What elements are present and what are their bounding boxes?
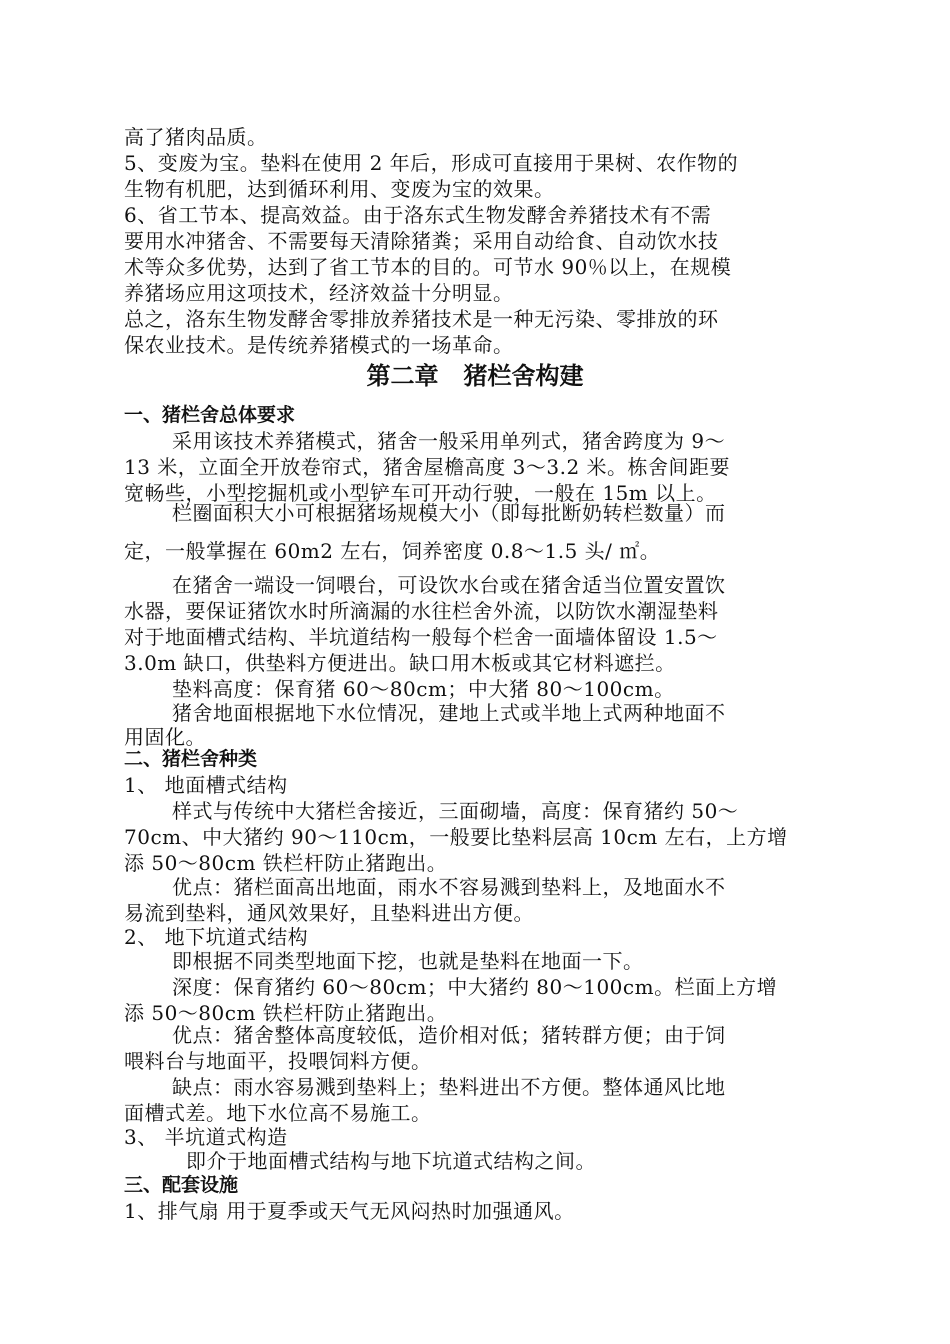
s2-type-1-title: 1、 地面槽式结构 bbox=[124, 773, 288, 797]
s1-paragraph-5-line-1: 猪舍地面根据地下水位情况，建地上式或半地上式两种地面不 bbox=[172, 701, 726, 725]
s2-type-2-paragraph-1: 即根据不同类型地面下挖，也就是垫料在地面一下。 bbox=[172, 949, 644, 973]
intro-line-4: 6、省工节本、提高效益。由于洛东式生物发酵舍养猪技术有不需 bbox=[124, 203, 712, 227]
s1-paragraph-5-line-2: 用固化。 bbox=[124, 725, 206, 749]
s1-paragraph-3-line-3: 对于地面槽式结构、半坑道结构一般每个栏舍一面墙体留设 1.5～ bbox=[124, 625, 718, 649]
chapter-title: 第二章 猪栏舍构建 bbox=[366, 362, 584, 390]
intro-line-8: 总之，洛东生物发酵舍零排放养猪技术是一种无污染、零排放的环 bbox=[124, 307, 719, 331]
s1-paragraph-4: 垫料高度：保育猪 60～80cm；中大猪 80～100cm。 bbox=[172, 677, 675, 701]
s2-type-1-paragraph-2-line-1: 优点：猪栏面高出地面，雨水不容易溅到垫料上，及地面水不 bbox=[172, 875, 726, 899]
s2-type-2-paragraph-4-line-1: 缺点：雨水容易溅到垫料上；垫料进出不方便。整体通风比地 bbox=[172, 1075, 726, 1099]
s1-paragraph-3-line-2: 水器，要保证猪饮水时所滴漏的水往栏舍外流，以防饮水潮湿垫料 bbox=[124, 599, 719, 623]
s1-paragraph-1-line-2: 13 米，立面全开放卷帘式，猪舍屋檐高度 3～3.2 米。栋舍间距要 bbox=[124, 455, 731, 479]
intro-line-2: 5、变废为宝。垫料在使用 2 年后，形成可直接用于果树、农作物的 bbox=[124, 151, 739, 175]
s2-type-2-paragraph-4-line-2: 面槽式差。地下水位高不易施工。 bbox=[124, 1101, 432, 1125]
s2-type-2-paragraph-2-line-1: 深度：保育猪约 60～80cm；中大猪约 80～100cm。栏面上方增 bbox=[172, 975, 778, 999]
s2-type-3-title: 3、 半坑道式构造 bbox=[124, 1125, 288, 1149]
intro-line-7: 养猪场应用这项技术，经济效益十分明显。 bbox=[124, 281, 514, 305]
s2-type-3-paragraph-1: 即介于地面槽式结构与地下坑道式结构之间。 bbox=[186, 1149, 596, 1173]
s3-item-1: 1、排气扇 用于夏季或天气无风闷热时加强通风。 bbox=[124, 1199, 575, 1223]
s1-paragraph-2-line-2: 定，一般掌握在 60m2 左右，饲养密度 0.8～1.5 头/ ㎡。 bbox=[124, 539, 661, 563]
section-2-heading: 二、猪栏舍种类 bbox=[124, 748, 258, 770]
s1-paragraph-3-line-4: 3.0m 缺口，供垫料方便进出。缺口用木板或其它材料遮拦。 bbox=[124, 651, 676, 675]
intro-line-9: 保农业技术。是传统养猪模式的一场革命。 bbox=[124, 333, 514, 357]
s2-type-2-title: 2、 地下坑道式结构 bbox=[124, 925, 309, 949]
intro-line-5: 要用水冲猪舍、不需要每天清除猪粪；采用自动给食、自动饮水技 bbox=[124, 229, 719, 253]
intro-line-3: 生物有机肥，达到循环利用、变废为宝的效果。 bbox=[124, 177, 555, 201]
s2-type-1-paragraph-1-line-3: 添 50～80cm 铁栏杆防止猪跑出。 bbox=[124, 851, 448, 875]
section-1-heading: 一、猪栏舍总体要求 bbox=[124, 404, 296, 426]
s2-type-2-paragraph-3-line-1: 优点：猪舍整体高度较低，造价相对低；猪转群方便；由于饲 bbox=[172, 1023, 726, 1047]
s1-paragraph-1-line-1: 采用该技术养猪模式，猪舍一般采用单列式，猪舍跨度为 9～ bbox=[172, 429, 726, 453]
intro-line-6: 术等众多优势，达到了省工节本的目的。可节水 90％以上，在规模 bbox=[124, 255, 732, 279]
intro-line-1: 高了猪肉品质。 bbox=[124, 125, 268, 149]
s1-paragraph-2-line-1: 栏圈面积大小可根据猪场规模大小（即每批断奶转栏数量）而 bbox=[172, 501, 726, 525]
s1-paragraph-1-line-3: 宽畅些，小型挖掘机或小型铲车可开动行驶，一般在 15m 以上。 bbox=[124, 481, 717, 505]
s2-type-2-paragraph-3-line-2: 喂料台与地面平，投喂饲料方便。 bbox=[124, 1049, 432, 1073]
s2-type-1-paragraph-1-line-2: 70cm、中大猪约 90～110cm，一般要比垫料层高 10cm 左右，上方增 bbox=[124, 825, 788, 849]
s2-type-1-paragraph-2-line-2: 易流到垫料，通风效果好，且垫料进出方便。 bbox=[124, 901, 534, 925]
section-3-heading: 三、配套设施 bbox=[124, 1174, 239, 1196]
s2-type-1-paragraph-1-line-1: 样式与传统中大猪栏舍接近，三面砌墙，高度：保育猪约 50～ bbox=[172, 799, 739, 823]
s1-paragraph-3-line-1: 在猪舍一端设一饲喂台，可设饮水台或在猪舍适当位置安置饮 bbox=[172, 573, 726, 597]
s2-type-2-paragraph-2-line-2: 添 50～80cm 铁栏杆防止猪跑出。 bbox=[124, 1001, 448, 1025]
